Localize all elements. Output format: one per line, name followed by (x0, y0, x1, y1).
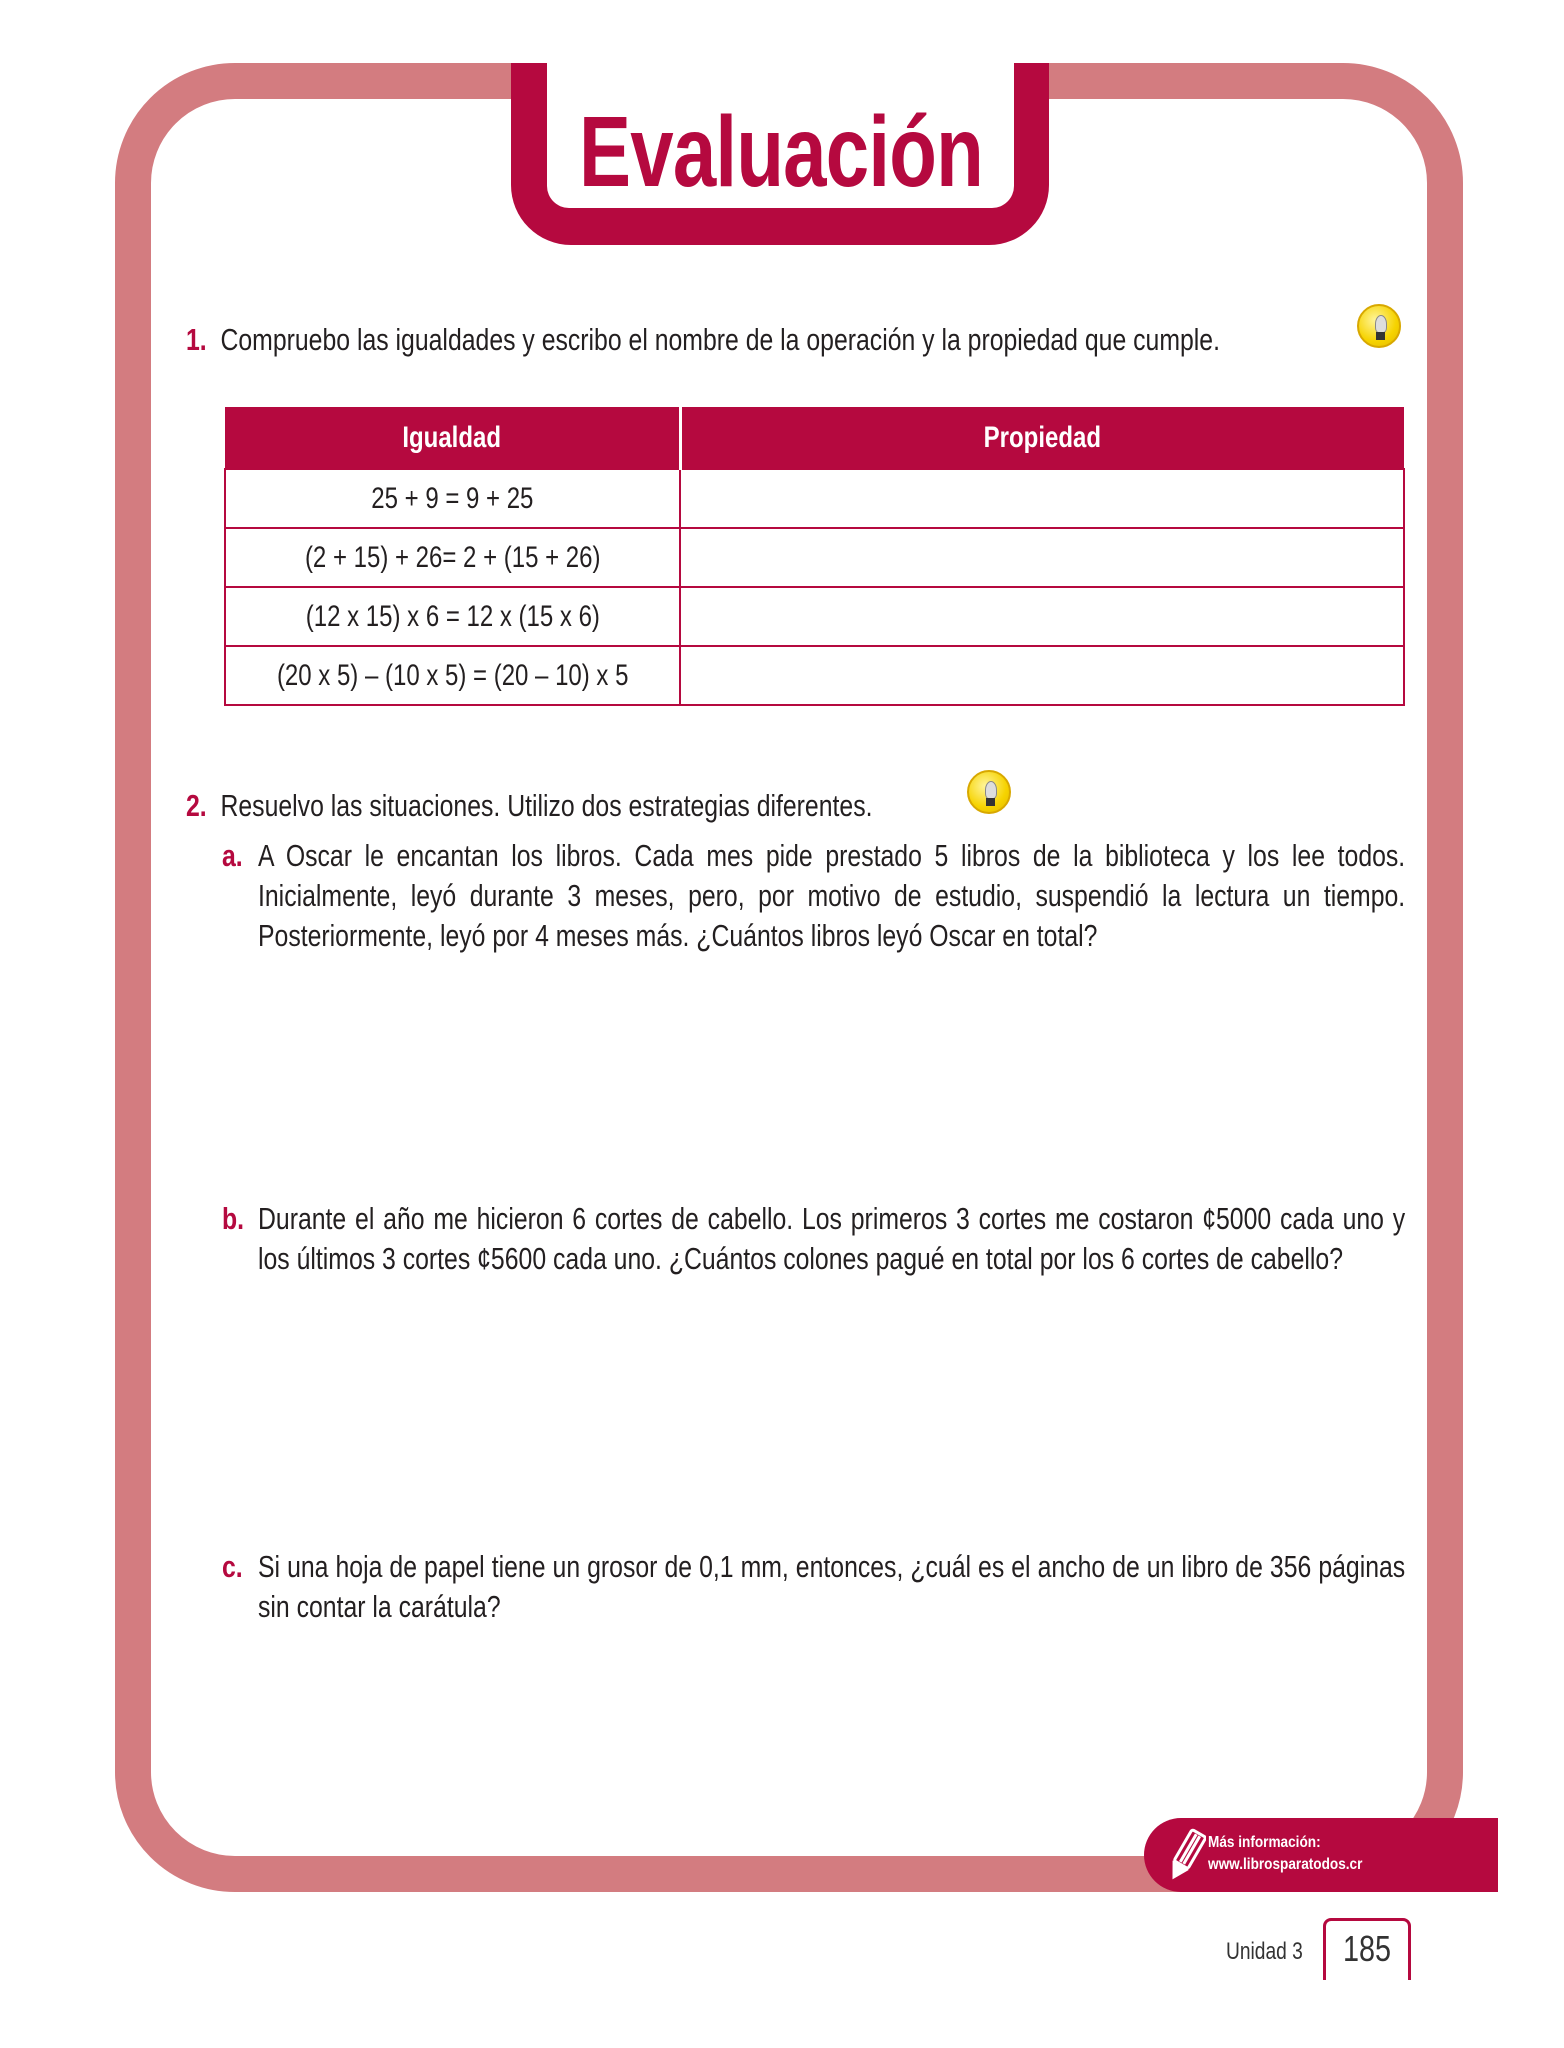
page-title: Evaluación (578, 96, 983, 208)
page-number: 185 (1342, 1928, 1392, 1969)
table-row (225, 587, 1404, 646)
page-number-box (1323, 1918, 1411, 1980)
more-info-label: Más información: (1208, 1834, 1321, 1851)
more-info-link[interactable]: www.librosparatodos.cr (1208, 1856, 1363, 1873)
table-row (225, 528, 1404, 587)
question-number: 1. (186, 322, 207, 357)
problem-c-text: Si una hoja de papel tiene un grosor de 0,1 mm, entonces, ¿cuál es el ancho de un libro de 356 páginas sin contar la carátula? (258, 1549, 1406, 1624)
table-row (225, 646, 1404, 705)
column-header: Propiedad (680, 407, 1404, 469)
equality-cell: 25 + 9 = 9 + 25 (225, 469, 680, 528)
table-row (225, 469, 1404, 528)
equality-cell: (12 x 15) x 6 = 12 x (15 x 6) (225, 587, 680, 646)
property-answer-cell[interactable] (680, 469, 1404, 528)
question-1 (186, 320, 1220, 360)
property-answer-cell[interactable] (680, 528, 1404, 587)
unit-label: Unidad 3 (1226, 1938, 1303, 1965)
item-letter: b. (222, 1201, 245, 1236)
equality-cell: (20 x 5) – (10 x 5) = (20 – 10) x 5 (225, 646, 680, 705)
pencil-icon (1166, 1828, 1206, 1884)
question-2 (186, 786, 873, 826)
item-letter: a. (222, 838, 243, 873)
more-info-badge[interactable] (1144, 1818, 1498, 1892)
lightbulb-icon (967, 770, 1011, 814)
equality-cell: (2 + 15) + 26= 2 + (15 + 26) (225, 528, 680, 587)
title-tab (511, 63, 1049, 245)
property-answer-cell[interactable] (680, 587, 1404, 646)
problem-b-text: Durante el año me hicieron 6 cortes de cabello. Los primeros 3 cortes me costaron ¢5000 cada uno y los últimos 3 cortes ¢5600 cada uno. ¿Cuántos colones pagué en total por los 6 cortes de cabello? (258, 1201, 1406, 1276)
problem-a-text: A Oscar le encantan los libros. Cada mes pide prestado 5 libros de la biblioteca y los lee todos. Inicialmente, leyó durante 3 meses, pero, por motivo de estudio, suspendió la lectura un tiempo. Posteriormente, leyó por 4 meses más. ¿Cuántos libros leyó Oscar en total? (258, 838, 1406, 953)
property-answer-cell[interactable] (680, 646, 1404, 705)
question-text: Compruebo las igualdades y escribo el nombre de la operación y la propiedad que cumple. (220, 322, 1220, 357)
properties-table (224, 407, 1405, 706)
question-number: 2. (186, 788, 207, 823)
lightbulb-icon (1357, 304, 1401, 348)
item-letter: c. (222, 1549, 243, 1584)
column-header: Igualdad (225, 407, 680, 469)
question-text: Resuelvo las situaciones. Utilizo dos estrategias diferentes. (220, 788, 873, 823)
table-header-row (225, 407, 1404, 469)
